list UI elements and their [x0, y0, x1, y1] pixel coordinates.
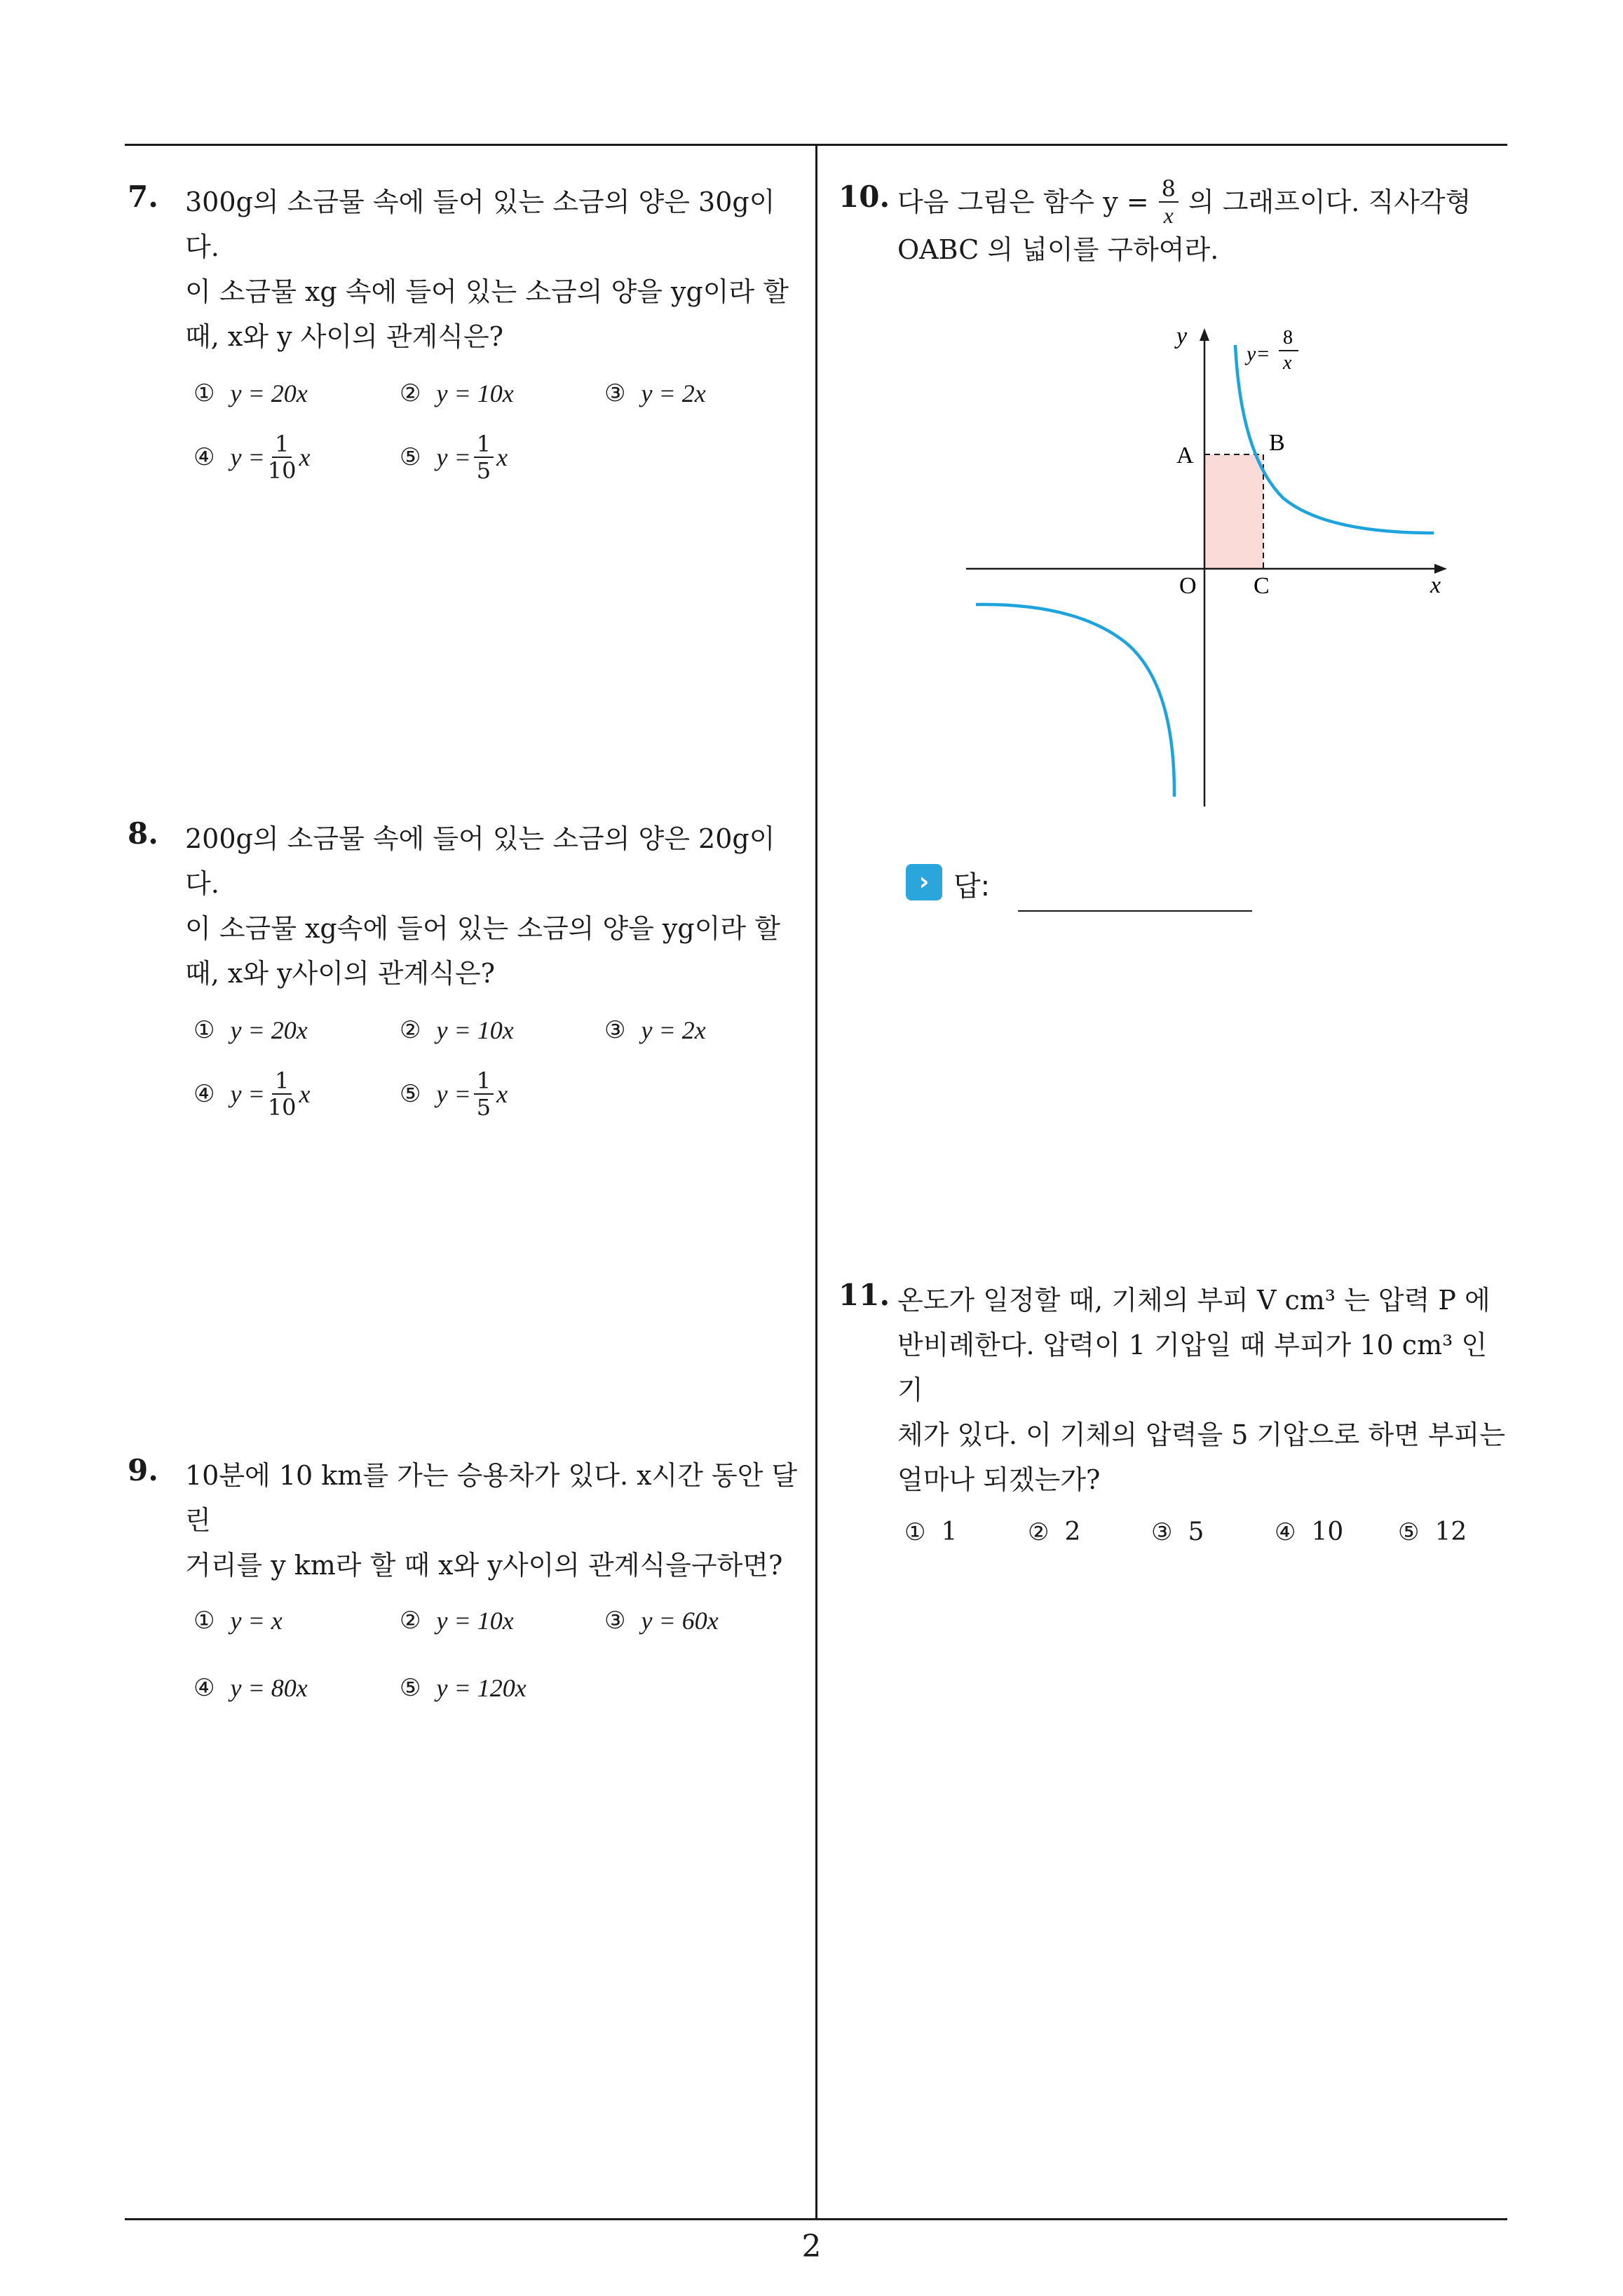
choice-expr: 10 [1311, 1518, 1344, 1546]
choice-expr-post: x [496, 443, 508, 471]
question-line [897, 175, 1514, 228]
choice-2[interactable] [1028, 1518, 1080, 1546]
page-number: 2 [801, 2229, 822, 2264]
choice-mark: ① [193, 379, 215, 407]
y-axis-label: y [1176, 323, 1188, 349]
choice-expr: y = 120x [436, 1674, 527, 1702]
choice-expr: y = 80x [230, 1674, 308, 1702]
choice-1[interactable] [904, 1518, 957, 1546]
choice-5[interactable] [400, 431, 508, 483]
choice-expr: y = 20x [230, 1016, 308, 1044]
curve-label-numerator: 8 [1283, 327, 1293, 349]
choice-expr-post: x [299, 443, 311, 471]
fraction [474, 431, 494, 483]
origin-label: O [1179, 573, 1197, 599]
curve-label-prefix: y= [1247, 342, 1270, 365]
fraction-numerator: 8 [1159, 176, 1179, 203]
fraction [474, 1068, 494, 1120]
choice-mark: ⑤ [400, 443, 421, 471]
choice-expr: y = 10x [436, 1016, 514, 1044]
hyperbola-branch-positive [1235, 345, 1434, 533]
curve-label-denominator: x [1283, 352, 1292, 374]
fraction-numerator: 1 [474, 431, 494, 458]
answer-arrow-icon: › [906, 864, 942, 900]
fraction [268, 1068, 297, 1120]
choice-expr: y = 60x [641, 1607, 719, 1635]
answer-label: 답: [953, 870, 991, 903]
question-number: 7. [128, 180, 158, 214]
choice-expr: y = 2x [641, 1016, 706, 1044]
choice-mark: ③ [604, 379, 626, 407]
point-a-label: A [1176, 443, 1194, 468]
choice-5[interactable] [400, 1068, 508, 1120]
choice-expr: y = 10x [436, 379, 514, 407]
fraction-numerator: 1 [272, 431, 292, 458]
choice-4[interactable] [193, 1673, 308, 1703]
question-line: 때, x와 y 사이의 관계식은? [185, 321, 504, 352]
choice-2[interactable] [400, 1015, 514, 1045]
fraction-denominator: 10 [267, 457, 297, 484]
choice-expr: 12 [1434, 1518, 1467, 1546]
choice-4[interactable] [193, 431, 310, 483]
choice-expr: y = x [230, 1607, 283, 1635]
question-line: 온도가 일정할 때, 기체의 부피 V cm³ 는 압력 P 에 [897, 1285, 1490, 1316]
question-text [897, 1278, 1514, 1502]
choice-mark: ⑤ [400, 1674, 421, 1702]
question-text [897, 175, 1514, 272]
question-text [185, 1453, 801, 1588]
question-line: 이 소금물 xg속에 들어 있는 소금의 양을 yg이라 할 [185, 913, 780, 944]
choice-5[interactable] [1398, 1518, 1467, 1546]
choice-mark: ② [400, 1607, 421, 1635]
question-number: 10. [838, 180, 890, 214]
choice-2[interactable] [400, 379, 514, 408]
point-c-label: C [1254, 573, 1270, 599]
choice-mark: ① [193, 1016, 215, 1044]
choice-expr: y = 20x [230, 379, 308, 407]
question-line: 반비례한다. 압력이 1 기압일 때 부피가 10 cm³ 인 기 [897, 1330, 1488, 1405]
choice-expr: 1 [941, 1518, 958, 1546]
choice-mark: ④ [193, 1674, 215, 1702]
choice-mark: ② [400, 1016, 421, 1044]
fraction-denominator: x [1163, 203, 1174, 228]
question-line: 때, x와 y사이의 관계식은? [185, 958, 495, 989]
fraction [268, 431, 297, 483]
column-divider [815, 144, 817, 2220]
rectangle-oabc [1204, 454, 1263, 569]
answer-blank[interactable] [1018, 910, 1252, 912]
choice-mark: ③ [1151, 1518, 1173, 1546]
fraction-numerator: 1 [474, 1068, 494, 1095]
choice-expr-pre: y = [230, 1080, 265, 1108]
choice-expr-pre: y = [436, 1080, 471, 1108]
choice-mark: ⑤ [1398, 1518, 1420, 1546]
choice-mark: ① [193, 1607, 215, 1635]
choice-expr-post: x [496, 1080, 508, 1108]
choice-2[interactable] [400, 1606, 514, 1635]
question-line: 체가 있다. 이 기체의 압력을 5 기압으로 하면 부피는 [897, 1419, 1506, 1450]
choice-mark: ③ [604, 1016, 626, 1044]
question-line: OABC 의 넓이를 구하여라. [897, 234, 1219, 265]
choice-mark: ② [1028, 1518, 1050, 1546]
fraction-denominator: 5 [476, 1094, 491, 1121]
question-line: 얼마나 되겠는가? [897, 1464, 1101, 1495]
question-line: 10분에 10 km를 가는 승용차가 있다. x시간 동안 달린 [185, 1460, 798, 1536]
hyperbola-graph [953, 316, 1458, 821]
choice-3[interactable] [604, 379, 706, 408]
choice-expr-post: x [299, 1080, 311, 1108]
question-number: 9. [128, 1453, 158, 1487]
point-b-label: B [1269, 430, 1285, 456]
choice-expr-pre: y = [436, 443, 471, 471]
question-line: 거리를 y km라 할 때 x와 y사이의 관계식을구하면? [185, 1550, 783, 1581]
question-number: 11. [838, 1278, 890, 1312]
question-line: 300g의 소금물 속에 들어 있는 소금의 양은 30g이다. [185, 187, 775, 262]
question-text [185, 180, 801, 359]
question-line: 이 소금물 xg 속에 들어 있는 소금의 양을 yg이라 할 [185, 276, 789, 307]
question-text-part: 다음 그림은 함수 y = [897, 187, 1149, 217]
choice-expr-pre: y = [230, 443, 265, 471]
fraction-numerator: 1 [272, 1068, 292, 1095]
question-number: 8. [128, 816, 158, 851]
choice-4[interactable] [1275, 1518, 1343, 1546]
question-text [185, 816, 801, 996]
x-axis-label: x [1430, 572, 1441, 598]
choice-1[interactable] [193, 379, 308, 408]
choice-1[interactable] [193, 1606, 283, 1635]
choice-mark: ④ [193, 1080, 215, 1108]
choice-mark: ⑤ [400, 1080, 421, 1108]
choice-mark: ① [904, 1518, 926, 1546]
choice-expr: y = 2x [641, 379, 706, 407]
hyperbola-branch-negative [976, 605, 1174, 797]
choice-expr: 5 [1188, 1518, 1204, 1546]
choice-mark: ③ [604, 1607, 626, 1635]
choice-expr: y = 10x [436, 1607, 514, 1635]
choice-3[interactable] [604, 1606, 719, 1635]
choice-5[interactable] [400, 1673, 527, 1703]
bottom-rule [125, 2218, 1507, 2220]
question-text-part: 의 그래프이다. 직사각형 [1188, 187, 1472, 217]
fraction-denominator: 5 [476, 457, 491, 484]
choice-1[interactable] [193, 1015, 308, 1045]
choice-mark: ④ [193, 443, 215, 471]
y-axis-arrow [1200, 328, 1209, 341]
choice-3[interactable] [1151, 1518, 1204, 1546]
choice-mark: ② [400, 379, 421, 407]
choice-4[interactable] [193, 1068, 310, 1120]
choice-3[interactable] [604, 1015, 706, 1045]
fraction [1159, 176, 1179, 228]
choice-mark: ④ [1275, 1518, 1296, 1546]
fraction-denominator: 10 [267, 1094, 297, 1121]
question-line: 200g의 소금물 속에 들어 있는 소금의 양은 20g이다. [185, 823, 775, 899]
choice-expr: 2 [1064, 1518, 1081, 1546]
